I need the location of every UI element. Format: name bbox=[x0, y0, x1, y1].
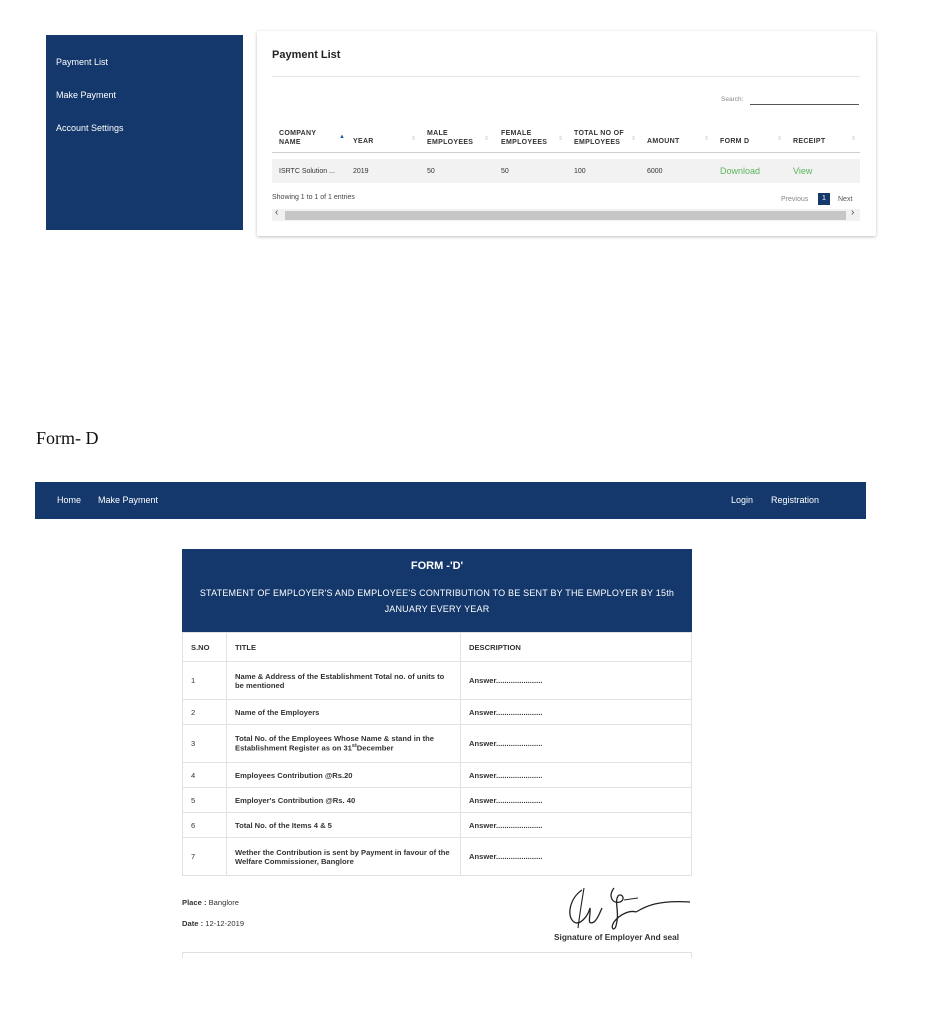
row-title: Employees Contribution @Rs.20 bbox=[227, 763, 461, 788]
col-male-employees[interactable] bbox=[427, 129, 490, 147]
section-caption: Form- D bbox=[36, 428, 99, 448]
header-description: DESCRIPTION bbox=[461, 633, 692, 662]
col-total-employees[interactable] bbox=[574, 129, 637, 147]
table-row bbox=[183, 788, 692, 813]
row-title bbox=[227, 725, 461, 763]
pagination-previous[interactable]: Previous bbox=[781, 196, 809, 203]
form-table-header bbox=[183, 633, 692, 662]
top-navbar bbox=[35, 482, 866, 519]
sidebar-item-make-payment[interactable]: Make Payment bbox=[56, 90, 117, 100]
form-subtitle: STATEMENT OF EMPLOYER'S AND EMPLOYEE'S CONTRIBUTION TO BE SENT BY THE EMPLOYER BY 15th JANUARY EVERY YEAR bbox=[199, 588, 675, 614]
cell-total: 100 bbox=[574, 168, 586, 175]
place-line bbox=[182, 898, 239, 907]
row-sno: 6 bbox=[183, 813, 227, 838]
col-receipt-label: RECEIPT bbox=[793, 138, 826, 145]
col-company-name[interactable] bbox=[279, 129, 339, 147]
row-answer: Answer...................... bbox=[461, 662, 692, 700]
col-form-d[interactable] bbox=[720, 137, 749, 146]
row-title: Wether the Contribution is sent by Payment in favour of the Welfare Commissioner, Banglore bbox=[227, 838, 461, 876]
row-sno: 4 bbox=[183, 763, 227, 788]
sort-icon[interactable]: ⇕ bbox=[851, 136, 857, 142]
col-company-name-label: COMPANY NAME bbox=[279, 130, 317, 146]
row-answer: Answer...................... bbox=[461, 700, 692, 725]
row-title-sup: st bbox=[351, 743, 357, 750]
header-sno: S.NO bbox=[183, 633, 227, 662]
col-female-employees-label: FEMALE EMPLOYEES bbox=[501, 130, 548, 146]
form-table bbox=[182, 632, 692, 876]
sidebar-item-payment-list[interactable]: Payment List bbox=[56, 57, 109, 67]
scroll-right-icon[interactable]: › bbox=[851, 207, 855, 218]
cell-company: ISRTC Solution ... bbox=[279, 168, 335, 175]
date-value: 12-12-2019 bbox=[203, 919, 245, 928]
header-title: TITLE bbox=[227, 633, 461, 662]
row-title: Total No. of the Items 4 & 5 bbox=[227, 813, 461, 838]
row-title: Name of the Employers bbox=[227, 700, 461, 725]
sort-icon[interactable]: ⇕ bbox=[484, 136, 490, 142]
col-female-employees[interactable] bbox=[501, 129, 557, 147]
col-year-label: YEAR bbox=[353, 138, 374, 145]
pagination-next[interactable]: Next bbox=[838, 196, 853, 203]
signature-image bbox=[560, 882, 695, 934]
place-label: Place : bbox=[182, 898, 207, 907]
sidebar bbox=[46, 35, 243, 230]
col-year[interactable] bbox=[353, 137, 374, 146]
table-row bbox=[183, 763, 692, 788]
row-title-text: Total No. of the Employees Whose Name & stand in the Establishment Register as on 31 bbox=[235, 734, 435, 753]
col-receipt[interactable] bbox=[793, 137, 825, 146]
col-amount[interactable] bbox=[647, 137, 680, 146]
nav-make-payment[interactable]: Make Payment bbox=[98, 495, 159, 505]
row-sno: 5 bbox=[183, 788, 227, 813]
divider bbox=[272, 76, 860, 77]
row-sno: 2 bbox=[183, 700, 227, 725]
row-title-text: December bbox=[356, 743, 394, 753]
scroll-left-icon[interactable]: ‹ bbox=[275, 207, 279, 218]
divider bbox=[182, 952, 183, 958]
row-sno: 3 bbox=[183, 725, 227, 763]
form-header bbox=[182, 549, 692, 632]
date-label: Date : bbox=[182, 919, 204, 928]
signature-caption: Signature of Employer And seal bbox=[554, 932, 680, 942]
nav-login[interactable]: Login bbox=[731, 495, 754, 505]
view-receipt-link[interactable]: View bbox=[793, 166, 813, 176]
date-line bbox=[182, 919, 244, 928]
row-sno: 1 bbox=[183, 662, 227, 700]
pagination-page-1[interactable]: 1 bbox=[818, 193, 830, 205]
nav-home[interactable]: Home bbox=[57, 495, 82, 505]
col-total-employees-label: TOTAL NO OF EMPLOYEES bbox=[574, 130, 624, 146]
col-amount-label: AMOUNT bbox=[647, 138, 680, 145]
download-form-d-link[interactable]: Download bbox=[720, 166, 761, 176]
table-row bbox=[183, 813, 692, 838]
cell-female: 50 bbox=[501, 168, 509, 175]
row-answer: Answer...................... bbox=[461, 763, 692, 788]
cell-male: 50 bbox=[427, 168, 435, 175]
table-row bbox=[183, 700, 692, 725]
divider bbox=[691, 952, 692, 958]
col-male-employees-label: MALE EMPLOYEES bbox=[427, 130, 474, 146]
search-label: Search: bbox=[721, 96, 744, 103]
sort-icon[interactable]: ⇕ bbox=[411, 136, 417, 142]
row-answer: Answer...................... bbox=[461, 813, 692, 838]
row-sno: 7 bbox=[183, 838, 227, 876]
table-header-divider bbox=[272, 152, 860, 153]
row-title: Employer's Contribution @Rs. 40 bbox=[227, 788, 461, 813]
sort-icon[interactable]: ⇕ bbox=[631, 136, 637, 142]
scrollbar-thumb[interactable] bbox=[285, 211, 846, 220]
row-answer: Answer...................... bbox=[461, 838, 692, 876]
cell-year: 2019 bbox=[353, 168, 369, 175]
entries-info: Showing 1 to 1 of 1 entries bbox=[272, 194, 355, 201]
row-title: Name & Address of the Establishment Total no. of units to be mentioned bbox=[227, 662, 461, 700]
sidebar-item-account-settings[interactable]: Account Settings bbox=[56, 123, 124, 133]
sort-icon[interactable]: ⇕ bbox=[704, 136, 710, 142]
cell-amount: 6000 bbox=[647, 168, 663, 175]
sort-icon[interactable]: ⇕ bbox=[777, 136, 783, 142]
row-answer: Answer...................... bbox=[461, 725, 692, 763]
payment-list-card bbox=[257, 31, 876, 236]
nav-registration[interactable]: Registration bbox=[771, 495, 820, 505]
divider bbox=[182, 952, 692, 953]
sort-asc-icon[interactable]: ▲ bbox=[339, 134, 345, 140]
row-answer: Answer...................... bbox=[461, 788, 692, 813]
table-row bbox=[183, 838, 692, 876]
search-input[interactable] bbox=[750, 95, 859, 105]
table-row bbox=[183, 725, 692, 763]
place-value: Banglore bbox=[206, 898, 239, 907]
sort-icon[interactable]: ⇕ bbox=[558, 136, 564, 142]
form-title: FORM -'D' bbox=[410, 560, 464, 572]
col-form-d-label: FORM D bbox=[720, 138, 750, 145]
table-row bbox=[183, 662, 692, 700]
card-title: Payment List bbox=[272, 49, 341, 61]
